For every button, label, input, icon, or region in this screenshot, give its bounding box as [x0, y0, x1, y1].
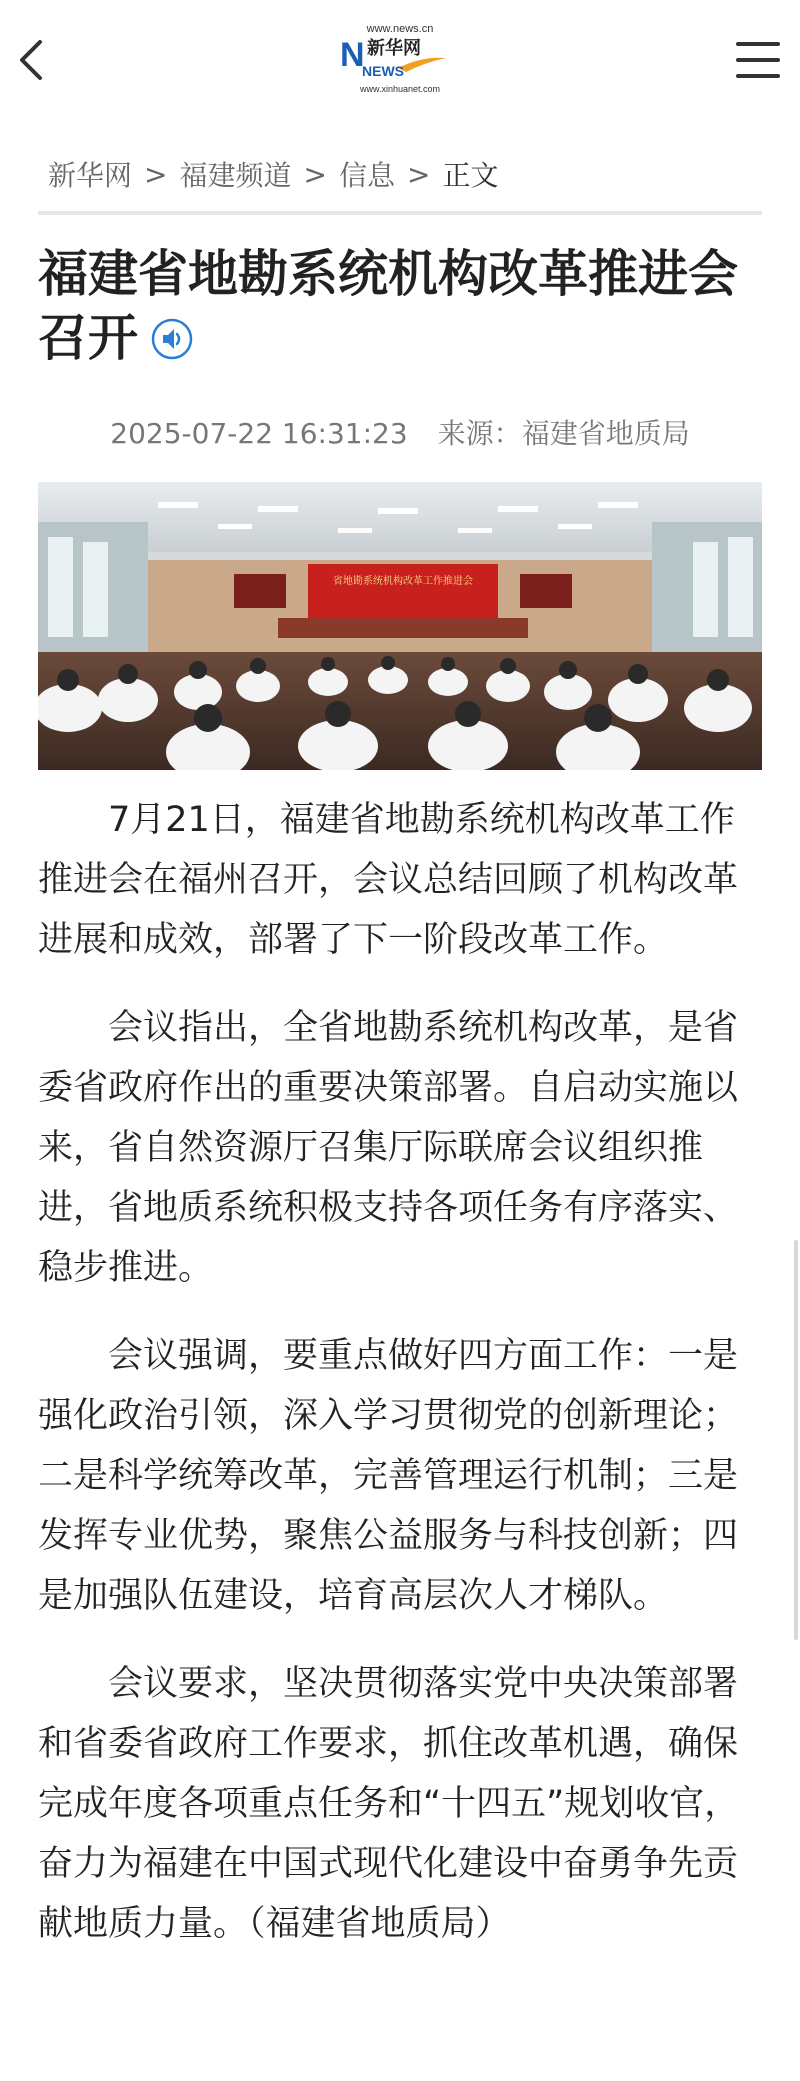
top-bar: [0, 0, 800, 118]
audio-play-button[interactable]: [150, 312, 194, 356]
breadcrumb-item-fujian-channel[interactable]: 福建频道: [179, 159, 292, 192]
site-logo[interactable]: [336, 18, 464, 98]
source-label: 来源：: [437, 417, 522, 450]
article-paragraph: 7月21日，福建省地勘系统机构改革工作推进会在福州召开，会议总结回顾了机构改革进展和成效，部署了下一阶段改革工作。: [38, 800, 739, 960]
article-meta: [0, 412, 800, 452]
breadcrumb-separator: >: [303, 157, 327, 191]
speaker-icon: [150, 317, 194, 361]
article-paragraph: 会议要求，坚决贯彻落实党中央决策部署和省委省政府工作要求，抓住改革机遇，确保完成年度各项重点任务和“十四五”规划收官，奋力为福建在中国式现代化建设中奋勇争先贡献地质力量。（福建省地质局）: [38, 1664, 740, 1944]
logo-domain: www.news.cn: [366, 23, 434, 35]
banner-text: 省地勘系统机构改革工作推进会: [333, 576, 473, 587]
article-title-text: 福建省地勘系统机构改革推进会召开: [38, 245, 738, 367]
breadcrumb-separator: >: [406, 157, 431, 191]
publish-datetime: 2025-07-22 16:31:23: [110, 417, 408, 450]
logo-brand: 新华网: [367, 38, 421, 59]
meeting-photo-illustration: [38, 482, 762, 770]
breadcrumb-divider: [38, 211, 762, 215]
breadcrumb: [48, 154, 498, 194]
logo-subdomain: www.xinhuanet.com: [359, 84, 441, 94]
hamburger-menu-icon: [734, 36, 782, 84]
breadcrumb-item-current: 正文: [442, 159, 499, 192]
breadcrumb-separator: >: [144, 157, 168, 191]
back-button[interactable]: [14, 36, 48, 84]
menu-button[interactable]: [734, 36, 782, 84]
article-paragraph: 会议指出，全省地勘系统机构改革，是省委省政府作出的重要决策部署。自启动实施以来，省自然资源厅召集厅际联席会议组织推进，省地质系统积极支持各项任务有序落实、稳步推进。: [38, 1008, 739, 1288]
svg-text:N: N: [340, 36, 365, 74]
page-scrollbar[interactable]: [794, 1240, 798, 1640]
logo-word: NEWS: [362, 63, 404, 79]
chevron-left-icon: [14, 36, 48, 84]
xinhua-logo-icon: [336, 18, 464, 98]
article-title: [38, 242, 758, 370]
breadcrumb-item-info[interactable]: 信息: [338, 159, 395, 192]
source-name: 福建省地质局: [521, 417, 690, 450]
article-body: [38, 790, 766, 1982]
article-paragraph: 会议强调，要重点做好四方面工作：一是强化政治引领，深入学习贯彻党的创新理论；二是科学统筹改革，完善管理运行机制；三是发挥专业优势，聚焦公益服务与科技创新；四是加强队伍建设，培育高层次人才梯队。: [38, 1336, 739, 1616]
article-photo: [38, 482, 762, 770]
breadcrumb-item-home[interactable]: 新华网: [48, 159, 133, 192]
